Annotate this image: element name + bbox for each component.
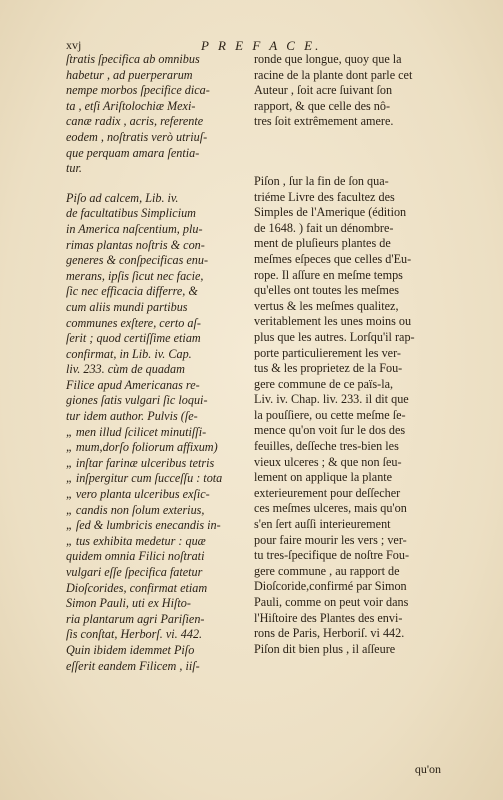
text-line: Dioſcoride,confirmé par Simon — [254, 579, 407, 594]
text-line: que perquam amara ſentia- — [66, 145, 200, 160]
text-line: lement on applique la plante — [254, 470, 393, 485]
text-line: cum aliis mundi partibus — [66, 299, 188, 314]
text-line: Quin ibidem idemmet Piſo — [66, 642, 195, 657]
text-line: in America naſcentium, plu- — [66, 221, 203, 236]
text-line: liv. 233. cùm de quadam — [66, 362, 185, 377]
text-line: ſic nec efficacia differre, & — [66, 284, 198, 299]
text-line: ronde que longue, quoy que la — [254, 52, 402, 66]
text-line: vieux ulceres ; & que non ſeu- — [254, 454, 402, 469]
text-line: de facultatibus Simplicium — [66, 206, 196, 221]
text-line: Dioſcorides, confirmat etiam — [66, 580, 208, 595]
text-line: Piſon dit bien plus , il aſſeure — [254, 641, 396, 656]
text-line: tur idem author. Pulvis (ſe- — [66, 409, 198, 424]
text-line: tur. — [66, 161, 82, 176]
text-line: communes exſtere, certo aſ- — [66, 315, 201, 330]
text-line: ta , etſi Ariſtolochiæ Mexi- — [66, 98, 196, 113]
text-line: l'Hiſtoire des Plantes des envi- — [254, 610, 403, 625]
text-line: plus que les autres. Lorſqu'il rap- — [254, 329, 415, 344]
text-line: tres ſoit extrêmement amere. — [254, 114, 394, 129]
french-paragraph-1 — [254, 52, 444, 130]
french-column — [254, 52, 444, 657]
text-line: tu tres-ſpecifique de noſtre Fou- — [254, 548, 410, 563]
text-line: mence qu'on voit ſur le dos des — [254, 423, 406, 438]
catchword: qu'on — [414, 762, 441, 776]
text-line: ria plantarum agri Pariſien- — [66, 611, 205, 626]
text-line: ſis conſtat, Herborſ. vi. 442. — [66, 627, 203, 642]
text-line: exterieurement pour deſſecher — [254, 485, 401, 500]
text-line: triéme Livre des facultez des — [254, 189, 395, 204]
text-line: „ inſtar farinæ ulceribus tetris — [66, 455, 215, 470]
text-line: merans, ipſis ſicut nec facie, — [66, 268, 204, 283]
text-line: rimas plantas noſtris & con- — [66, 237, 205, 252]
text-line: nempe morbos ſpecifice dica- — [66, 83, 210, 98]
text-line: Simples de l'Amerique (édition — [254, 205, 407, 220]
text-line: la pouſſiere, ou cette meſme ſe- — [254, 407, 406, 422]
text-line: Piſon , ſur la fin de ſon qua- — [254, 173, 389, 188]
text-line: „ men illud ſcilicet minutiſſi- — [66, 424, 207, 439]
text-line: meſmes eſpeces que celles d'Eu- — [254, 251, 412, 266]
text-line: ſtratis ſpecifica ab omnibus — [66, 52, 200, 66]
text-line: rope. Il aſſure en meſme temps — [254, 267, 403, 282]
text-line: feuilles, deſſeche tres-bien les — [254, 439, 399, 454]
text-line: gere commune , au rapport de — [254, 563, 400, 578]
text-line: racine de la plante dont parle cet — [254, 67, 413, 82]
text-line: „ mum,dorſo foliorum affixum) — [66, 440, 218, 455]
text-line: Filice apud Americanas re- — [66, 377, 200, 392]
text-line: gere commune de ce païs-la, — [254, 376, 394, 391]
text-line: Piſo ad calcem, Lib. iv. — [66, 190, 179, 205]
text-line: de 1648. ) fait un dénombre- — [254, 220, 394, 235]
text-line: pour faire mourir les vers ; ver- — [254, 532, 407, 547]
text-line: tus & les proprietez de la Fou- — [254, 361, 403, 376]
text-line: veritablement les unes moins ou — [254, 314, 412, 329]
french-paragraph-2 — [254, 174, 444, 657]
text-line: rapport, & que celle des nô- — [254, 98, 391, 113]
latin-column — [66, 52, 244, 674]
text-line: Auteur , ſoit acre ſuivant ſon — [254, 83, 393, 98]
text-line: „ ſed & lumbricis enecandis in- — [66, 518, 221, 533]
page-number: xvj — [66, 38, 82, 52]
text-line: „ candis non ſolum exterius, — [66, 502, 205, 517]
text-line: vulgari eſſe ſpecifica fatetur — [66, 565, 203, 579]
text-line: „ vero planta ulceribus exſic- — [66, 487, 210, 502]
text-line: giones ſatis vulgari ſic loqui- — [66, 393, 208, 408]
text-line: ſerit ; quod certiſſime etiam — [66, 331, 201, 346]
text-line: Liv. iv. Chap. liv. 233. il dit que — [254, 392, 409, 407]
text-line: ment de pluſieurs plantes de — [254, 236, 391, 251]
text-line: qu'elles ont toutes les meſmes — [254, 283, 400, 298]
latin-paragraph-1 — [66, 52, 244, 177]
text-line: vertus & les meſmes qualitez, — [254, 298, 399, 313]
text-line: rons de Paris, Herboriſ. vi 442. — [254, 626, 405, 641]
text-line: ces meſmes ulceres, mais qu'on — [254, 501, 407, 516]
latin-paragraph-2 — [66, 191, 244, 674]
running-title: P R E F A C E. — [201, 38, 322, 53]
text-line: eodem , noſtratis verò utriuſ- — [66, 129, 208, 144]
text-line: generes & conſpecificas enu- — [66, 253, 209, 268]
text-line: canæ radix , acris, referente — [66, 114, 204, 129]
text-line: eſſerit eandem Filicem , iiſ- — [66, 658, 200, 673]
text-line: s'en ſert auſſi interieurement — [254, 517, 391, 532]
text-line: quidem omnia Filici noſtrati — [66, 549, 205, 564]
text-line: „ tus exhibita medetur : quæ — [66, 533, 206, 548]
text-line: „ inſpergitur cum ſucceſſu : tota — [66, 471, 223, 486]
text-line: porte particulierement les ver- — [254, 345, 401, 360]
text-line: confirmat, in Lib. iv. Cap. — [66, 346, 192, 361]
text-line: habetur , ad puerperarum — [66, 67, 193, 82]
text-line: Pauli, comme on peut voir dans — [254, 595, 409, 609]
text-line: Simon Pauli, uti ex Hiſto- — [66, 596, 191, 611]
